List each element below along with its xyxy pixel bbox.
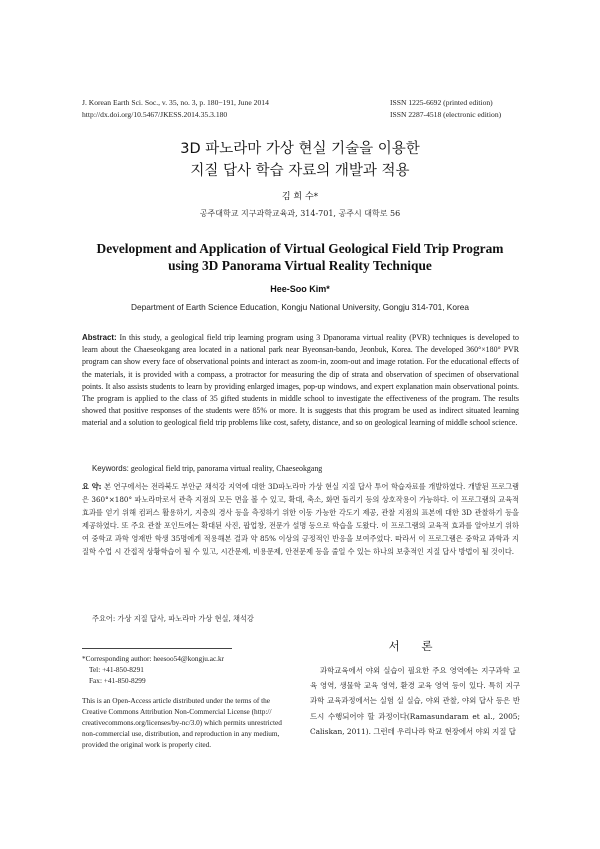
korean-summary-label: 요 약: [82,482,102,491]
korean-author: 김 희 수* [281,192,319,202]
journal-citation: J. Korean Earth Sci. Soc., v. 35, no. 3, p. 180−191, June 2014 [82,98,269,107]
english-title-line2: using 3D Panorama Virtual Reality Technique [168,258,432,273]
introduction-heading: 서 론 [388,639,442,653]
abstract-label: Abstract: [82,333,117,342]
korean-title-line2: 지질 답사 학습 자료의 개발과 적용 [190,163,410,179]
abstract-text: In this study, a geological field trip learning program using 3 Dpanorama virtual reality (PVR) techniques is developed to learn about the Chaeseokgang area located in a national park near Byeonsan-bando, Jeonbuk, Korea. The developed 360°×180° PVR program can show every face of observational points and interact as zoom-in, zoom-out and image rotation. For the educational effects of the materials, it is provided with a compass, a protractor for measuring the dip of strata and observation of specimen of observational points. It also assists students to learn by providing enlarged images, pop-up windows, and expert explanation main observational points. The program is applied to the class of 35 gifted students in middle school to investigate the effectiveness of the program. The results showed that positive responses of the students were 85% or more. It is suggests that this program be used as indirect situated learning material and a solution to geological field trip problems like cost, safety, distance, and so on geological learning of middle school science. [82,333,519,428]
issn-print: ISSN 1225-6692 (printed edition) [390,98,493,107]
english-author: Hee-Soo Kim* [270,284,330,294]
corresponding-fax: Fax: +41-850-8299 [89,676,146,685]
issn-block [390,97,530,121]
corresponding-author-footnote [82,653,292,686]
corresponding-email: *Corresponding author: heesoo54@kongju.ac.kr [82,654,225,663]
keywords-label: Keywords: [92,464,129,473]
korean-affiliation: 공주대학교 지구과학교육과, 314-701, 공주시 대학로 56 [199,209,401,218]
english-title-line1: Development and Application of Virtual Geological Field Trip Program [96,241,504,256]
introduction-text [310,663,520,739]
footnote-divider [82,648,232,649]
korean-summary [82,480,519,559]
corresponding-tel: Tel: +41-850-8291 [89,665,144,674]
license-footnote: This is an Open-Access article distributed under the terms of the Creative Commons Attribution Non-Commercial License (http:// creativecommons.org/licenses/by-nc/3.0) which permits unrestricted non-commercial use, distribution, and reproduction in any medium, provided the original work is properly cited. [82,696,282,749]
doi-link[interactable]: http://dx.doi.org/10.5467/JKESS.2014.35.3.180 [82,110,228,119]
keywords [92,463,519,475]
english-title [0,240,600,274]
journal-header [82,97,342,121]
korean-keywords [92,613,519,625]
abstract [82,332,519,430]
issn-electronic: ISSN 2287-4518 (electronic edition) [390,110,502,119]
korean-summary-text: 본 연구에서는 전라북도 부안군 채석강 지역에 대한 3D파노라마 가상 현실 지질 답사 투어 학습자료를 개발하였다. 개발된 프로그램은 360°×180° 파노라마로서 관측 지점의 모든 면을 볼 수 있고, 확대, 축소, 화면 돌리기 등의 상호작용이 가능하다. 이 프로그램의 교육적 효과를 얻기 위해 컴퍼스 활용하기, 지층의 경사 등을 측정하기 위한 이동 가능한 각도기 제공, 관찰 지점의 표본에 대한 3D 관찰하기 등을 제공하였다. 또 주요 관찰 포인트에는 확대된 사진, 팝업창, 전문가 설명 등으로 학습을 도왔다. 이 프로그램의 교육적 효과를 알아보기 위하여 중학교 과학 영재반 학생 35명에게 적용해본 결과 약 85% 이상의 긍정적인 반응을 보여주었다. 따라서 이 프로그램은 중학교 과학과 지질학 수업 시 간접적 상황학습이 될 수 있고, 시간문제, 비용문제, 안전문제 등을 줄일 수 있는 하나의 보충적인 지질 답사 방법이 될 것이다. [82,482,519,557]
keywords-text: geological field trip, panorama virtual reality, Chaeseokgang [128,464,323,473]
introduction-paragraph: 과학교육에서 야외 실습이 필요한 주요 영역에는 지구과학 교육 영역, 생물학 교육 영역, 환경 교육 영역 등이 있다. 특히 지구과학 교육과정에서는 실험 실 실습, 야외 관찰, 야외 답사 등은 반드시 수행되어야 할 과정이다(Ramasundaram et al., 2005; Caliskan, 2011). 그런데 우리나라 학교 현장에서 야외 지질 답 [310,666,520,736]
english-affiliation: Department of Earth Science Education, Kongju National University, Gongju 314-701, Korea [131,302,469,312]
korean-keywords-text: 가상 지질 답사, 파노라마 가상 현실, 채석강 [115,614,254,623]
korean-title [0,138,600,182]
korean-title-line1: 3D 파노라마 가상 현실 기술을 이용한 [180,141,420,157]
korean-keywords-label: 주요어: [92,614,116,623]
